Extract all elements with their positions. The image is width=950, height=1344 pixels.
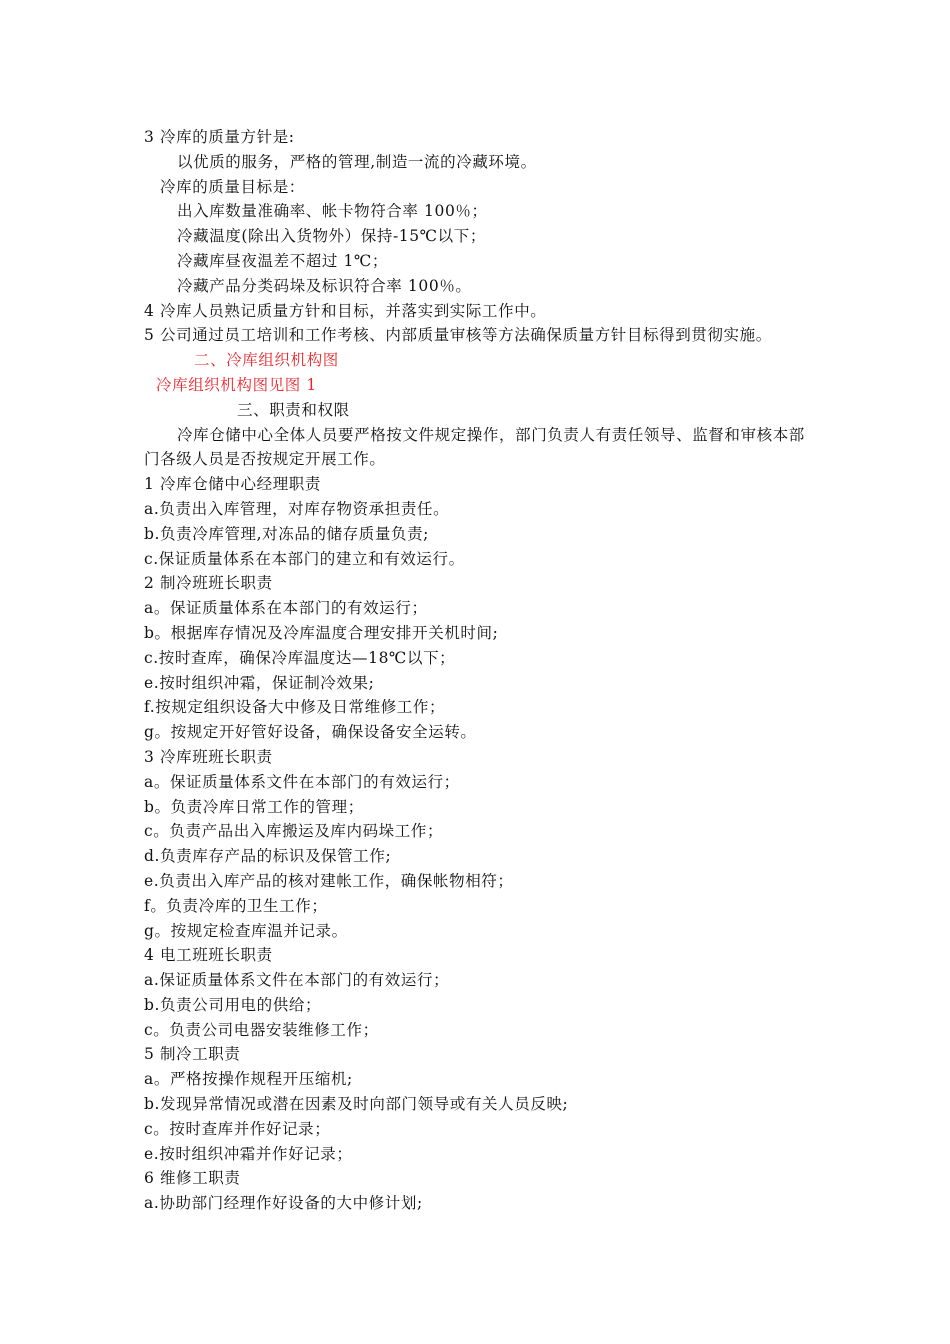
role-duty: a.负责出入库管理，对库存物资承担责任。 bbox=[144, 499, 450, 518]
quality-goal-item: 冷藏温度(除出入货物外）保持-15℃以下； bbox=[177, 227, 486, 246]
role-duty: a。保证质量体系在本部门的有效运行； bbox=[144, 599, 428, 618]
role-duty: e.按时组织冲霜，保证制冷效果; bbox=[144, 673, 375, 692]
role-duty: d.负责库存产品的标识及保管工作; bbox=[144, 847, 392, 866]
role-title: 1 冷库仓储中心经理职责 bbox=[144, 475, 321, 494]
section-2-title: 二、冷库组织机构图 bbox=[194, 351, 339, 370]
quality-goals-heading: 冷库的质量目标是： bbox=[160, 177, 305, 196]
quality-policy-heading: 3 冷库的质量方针是: bbox=[144, 128, 295, 146]
role-duty: c。负责产品出入库搬运及库内码垛工作； bbox=[144, 822, 444, 841]
role-duty: f.按规定组织设备大中修及日常维修工作； bbox=[144, 698, 446, 717]
role-duty: c。负责公司电器安装维修工作； bbox=[144, 1020, 379, 1039]
role-duty: b.负责冷库管理,对冻品的储存质量负责; bbox=[144, 524, 429, 543]
role-duty: c。按时查库并作好记录； bbox=[144, 1119, 331, 1138]
role-duty: b.发现异常情况或潜在因素及时向部门领导或有关人员反映; bbox=[144, 1095, 569, 1114]
item-4-text: 4 冷库人员熟记质量方针和目标，并落实到实际工作中。 bbox=[144, 301, 547, 320]
role-title: 6 维修工职责 bbox=[144, 1169, 241, 1188]
role-duty: a.保证质量体系文件在本部门的有效运行； bbox=[144, 971, 450, 990]
item-5-text: 5 公司通过员工培训和工作考核、内部质量审核等方法确保质量方针目标得到贯彻实施。 bbox=[144, 326, 772, 345]
section-3-title: 三、职责和权限 bbox=[237, 400, 350, 419]
role-duty: c.保证质量体系在本部门的建立和有效运行。 bbox=[144, 549, 465, 568]
section-3-intro: 冷库仓储中心全体人员要严格按文件规定操作，部门负责人有责任领导、监督和审核本部门各级人员是否按规定开展工作。 bbox=[144, 425, 805, 469]
role-duty: b.负责公司用电的供给； bbox=[144, 995, 322, 1014]
section-2-figure-reference: 冷库组织机构图见图 1 bbox=[156, 375, 317, 394]
role-title: 2 制冷班班长职责 bbox=[144, 574, 273, 593]
role-duty: a。严格按操作规程开压缩机; bbox=[144, 1070, 353, 1089]
role-duty: b。根据库存情况及冷库温度合理安排开关机时间; bbox=[144, 623, 499, 642]
quality-goal-item: 冷藏库昼夜温差不超过 1℃； bbox=[177, 251, 389, 270]
role-duty: b。负责冷库日常工作的管理； bbox=[144, 797, 364, 816]
role-duty: g。按规定检查库温并记录。 bbox=[144, 921, 348, 940]
role-duty: e.负责出入库产品的核对建帐工作，确保帐物相符； bbox=[144, 871, 514, 890]
document-body bbox=[144, 125, 814, 1216]
role-title: 4 电工班班长职责 bbox=[144, 946, 273, 965]
role-duty: c.按时查库，确保冷库温度达—18℃以下； bbox=[144, 648, 456, 667]
role-duty: a.协助部门经理作好设备的大中修计划; bbox=[144, 1194, 423, 1213]
role-duty: a。保证质量体系文件在本部门的有效运行； bbox=[144, 772, 460, 791]
role-duty: f。负责冷库的卫生工作； bbox=[144, 896, 328, 915]
role-title: 5 制冷工职责 bbox=[144, 1045, 241, 1064]
quality-policy-text: 以优质的服务，严格的管理,制造一流的冷藏环境。 bbox=[177, 152, 537, 171]
role-title: 3 冷库班班长职责 bbox=[144, 747, 273, 766]
quality-goal-item: 出入库数量准确率、帐卡物符合率 100％； bbox=[177, 202, 488, 221]
role-duty: g。按规定开好管好设备，确保设备安全运转。 bbox=[144, 723, 477, 742]
quality-goal-item: 冷藏产品分类码垛及标识符合率 100％。 bbox=[177, 276, 472, 295]
role-duty: e.按时组织冲霜并作好记录； bbox=[144, 1144, 353, 1163]
